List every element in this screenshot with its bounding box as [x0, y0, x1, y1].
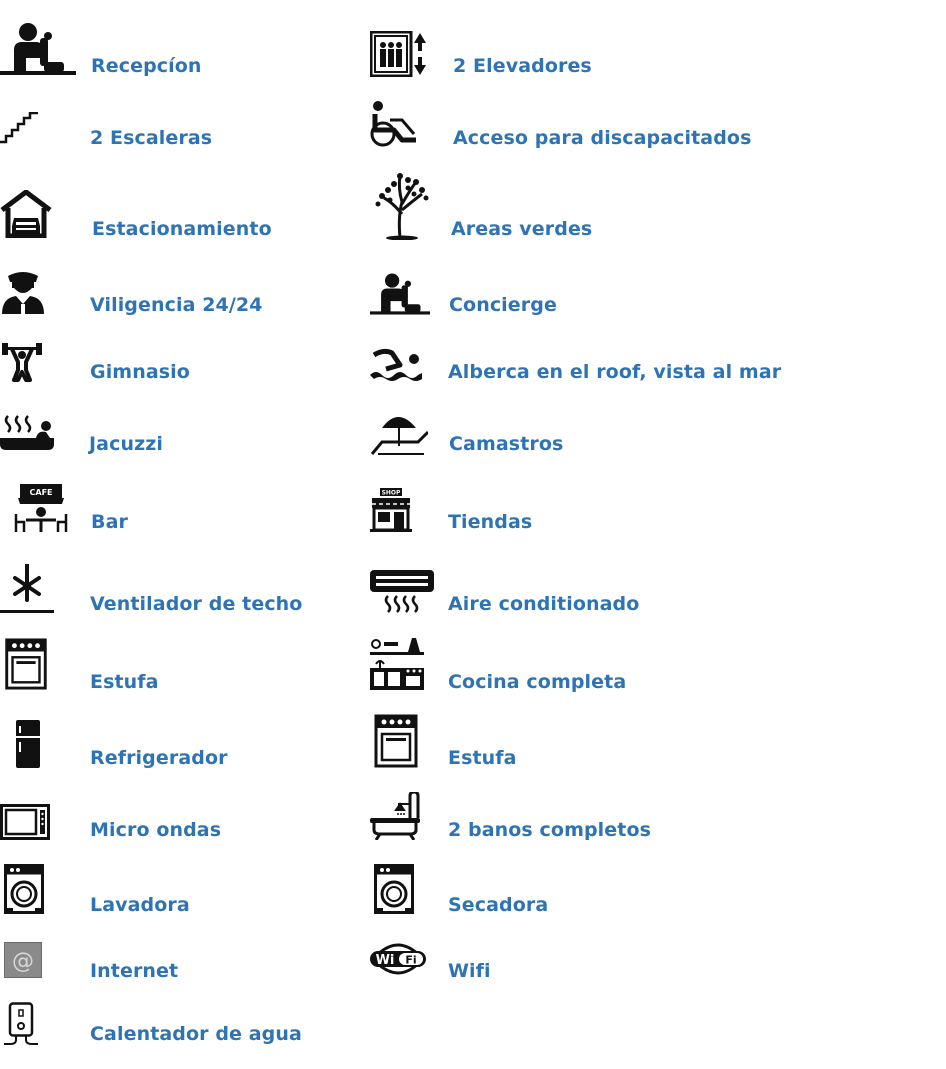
shop-icon [370, 488, 412, 532]
beach-umbrella-icon [370, 412, 428, 456]
amenity-label: Calentador de agua [90, 1023, 302, 1045]
amenity-label: 2 Escaleras [90, 127, 213, 149]
tree-icon [372, 172, 432, 240]
amenity-label: Wifi [448, 960, 491, 982]
amenity-label: Ventilador de techo [90, 593, 303, 615]
amenity-label: Estufa [448, 747, 517, 769]
amenity-label: Cocina completa [448, 671, 627, 693]
wifi-icon [370, 940, 426, 978]
amenity-label: Recepcíon [91, 55, 202, 77]
air-conditioner-icon [370, 570, 434, 614]
cafe-icon [12, 484, 68, 534]
water-heater-icon [4, 1002, 38, 1046]
amenity-label: Estacionamiento [92, 218, 272, 240]
amenity-label: Internet [90, 960, 179, 982]
amenity-label: Estufa [90, 671, 159, 693]
amenity-label: 2 Elevadores [453, 55, 592, 77]
wifi-text-fi: Fi [405, 953, 417, 967]
amenity-label: Refrigerador [90, 747, 228, 769]
amenity-label: Viligencia 24/24 [90, 294, 263, 316]
amenity-label: 2 banos completos [448, 819, 652, 841]
concierge-icon [370, 272, 430, 316]
amenity-label: Jacuzzi [89, 433, 164, 455]
at-sign-text: @ [12, 949, 34, 974]
amenity-label: Concierge [449, 294, 557, 316]
amenity-label: Secadora [448, 894, 549, 916]
swimming-icon [370, 345, 422, 383]
amenity-label: Gimnasio [90, 361, 190, 383]
kitchen-icon [370, 638, 424, 692]
amenity-label: Aire conditionado [448, 593, 640, 615]
hot-tub-icon [0, 414, 54, 452]
amenity-label: Alberca en el roof, vista al mar [448, 361, 782, 383]
dryer-icon [374, 864, 414, 914]
microwave-icon [0, 804, 50, 840]
at-sign-icon [4, 942, 42, 978]
wheelchair-icon [370, 100, 418, 148]
cafe-sign-text: CAFE [29, 488, 53, 497]
washing-machine-icon [4, 864, 44, 914]
amenity-label: Camastros [449, 433, 564, 455]
stairs-icon [0, 112, 40, 144]
amenity-label: Micro ondas [90, 819, 222, 841]
amenity-label: Lavadora [90, 894, 190, 916]
weightlifting-icon [2, 340, 42, 382]
ceiling-fan-icon [0, 564, 54, 614]
amenity-label: Acceso para discapacitados [453, 127, 752, 149]
shop-sign-text: SHOP [381, 489, 401, 497]
bathtub-icon [370, 792, 420, 840]
garage-icon [0, 190, 52, 238]
refrigerator-icon [14, 720, 42, 768]
amenity-label: Areas verdes [451, 218, 593, 240]
stove-icon [374, 714, 418, 768]
reception-icon [0, 22, 76, 76]
amenity-label: Bar [91, 511, 128, 533]
security-guard-icon [0, 268, 46, 314]
amenity-label: Tiendas [448, 511, 533, 533]
elevator-icon [370, 31, 428, 77]
stove-icon [4, 638, 48, 690]
wifi-text-wi: Wi [375, 953, 395, 968]
